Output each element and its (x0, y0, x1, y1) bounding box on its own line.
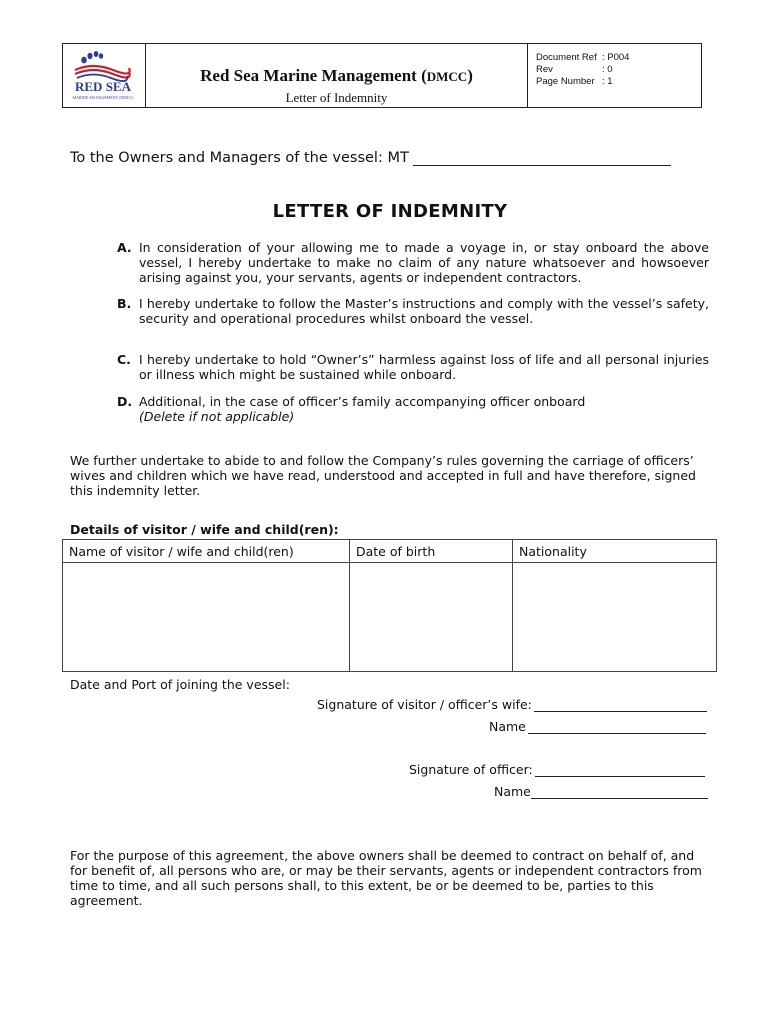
name-line-2[interactable] (531, 785, 708, 799)
document-header (62, 43, 702, 108)
ref-row: Page Number : 1 (536, 76, 613, 87)
clause-d: D. Additional, in the case of officer’s family accompanying officer onboard (Delete if not applicable) (117, 394, 586, 424)
vessel-name-field[interactable] (413, 151, 671, 166)
document-title: LETTER OF INDEMNITY (272, 201, 508, 222)
header-title-block (146, 44, 528, 107)
visitor-name-cell[interactable] (63, 563, 350, 672)
visitor-details-table (62, 539, 717, 672)
further-paragraph: We further undertake to abide to and follow the Company’s rules governing the carriage of officers’ wives and children which we have read, understood and accepted in full and have therefore, signed this indemnity letter. (70, 453, 696, 498)
clause-b: B. I hereby undertake to follow the Master’s instructions and comply with the vessel’s safety, security and operational procedures whilst onboard the vessel. (117, 296, 709, 326)
column-header: Name of visitor / wife and child(ren) (63, 540, 350, 563)
details-heading: Details of visitor / wife and child(ren): (70, 522, 339, 537)
addressee-line: To the Owners and Managers of the vessel: MT (70, 150, 671, 166)
clause-d-note: (Delete if not applicable) (139, 409, 295, 424)
column-header: Date of birth (350, 540, 513, 563)
header-subtitle: Letter of Indemnity (285, 90, 388, 105)
clause-a: A. In consideration of your allowing me to made a voyage in, or stay onboard the above vessel, I hereby undertake to make no claim of any nature whatsoever and howsoever arising against you, your servants, agents or independent contractors. (117, 240, 709, 285)
signature-wife-field: Signature of visitor / officer’s wife: (317, 697, 707, 712)
red-sea-logo-icon (63, 44, 143, 106)
name-field-2: Name (494, 784, 708, 799)
logo-text: RED SEA (75, 79, 131, 94)
signature-officer-line[interactable] (535, 763, 705, 777)
signature-wife-line[interactable] (534, 698, 707, 712)
logo-subtext: MARINE MANAGEMENT (DMCC) (72, 95, 134, 100)
date-of-birth-cell[interactable] (350, 563, 513, 672)
document-ref-block (528, 44, 701, 107)
date-port-label: Date and Port of joining the vessel: (70, 677, 290, 692)
table-header-row (63, 540, 717, 563)
table-row (63, 563, 717, 672)
company-name: Red Sea Marine Management (DMCC) (200, 66, 473, 85)
name-line-1[interactable] (528, 720, 706, 734)
ref-row: Rev : 0 (536, 64, 613, 75)
clauses (117, 240, 709, 424)
company-logo (63, 44, 146, 107)
name-field-1: Name (489, 719, 706, 734)
signature-officer-field: Signature of officer: (409, 762, 705, 777)
nationality-cell[interactable] (513, 563, 717, 672)
closing-paragraph: For the purpose of this agreement, the above owners shall be deemed to contract on behalf of, and for benefit of, all persons who are, or may be their servants, agents or independent contractors from time to time, and all such persons shall, to this extent, be or be deemed to be, parties to this agreement. (70, 848, 702, 908)
clause-c: C. I hereby undertake to hold “Owner’s” harmless against loss of life and all personal injuries or illness which might be sustained while onboard. (117, 352, 709, 382)
ref-row: Document Ref : P004 (536, 52, 630, 63)
column-header: Nationality (513, 540, 717, 563)
